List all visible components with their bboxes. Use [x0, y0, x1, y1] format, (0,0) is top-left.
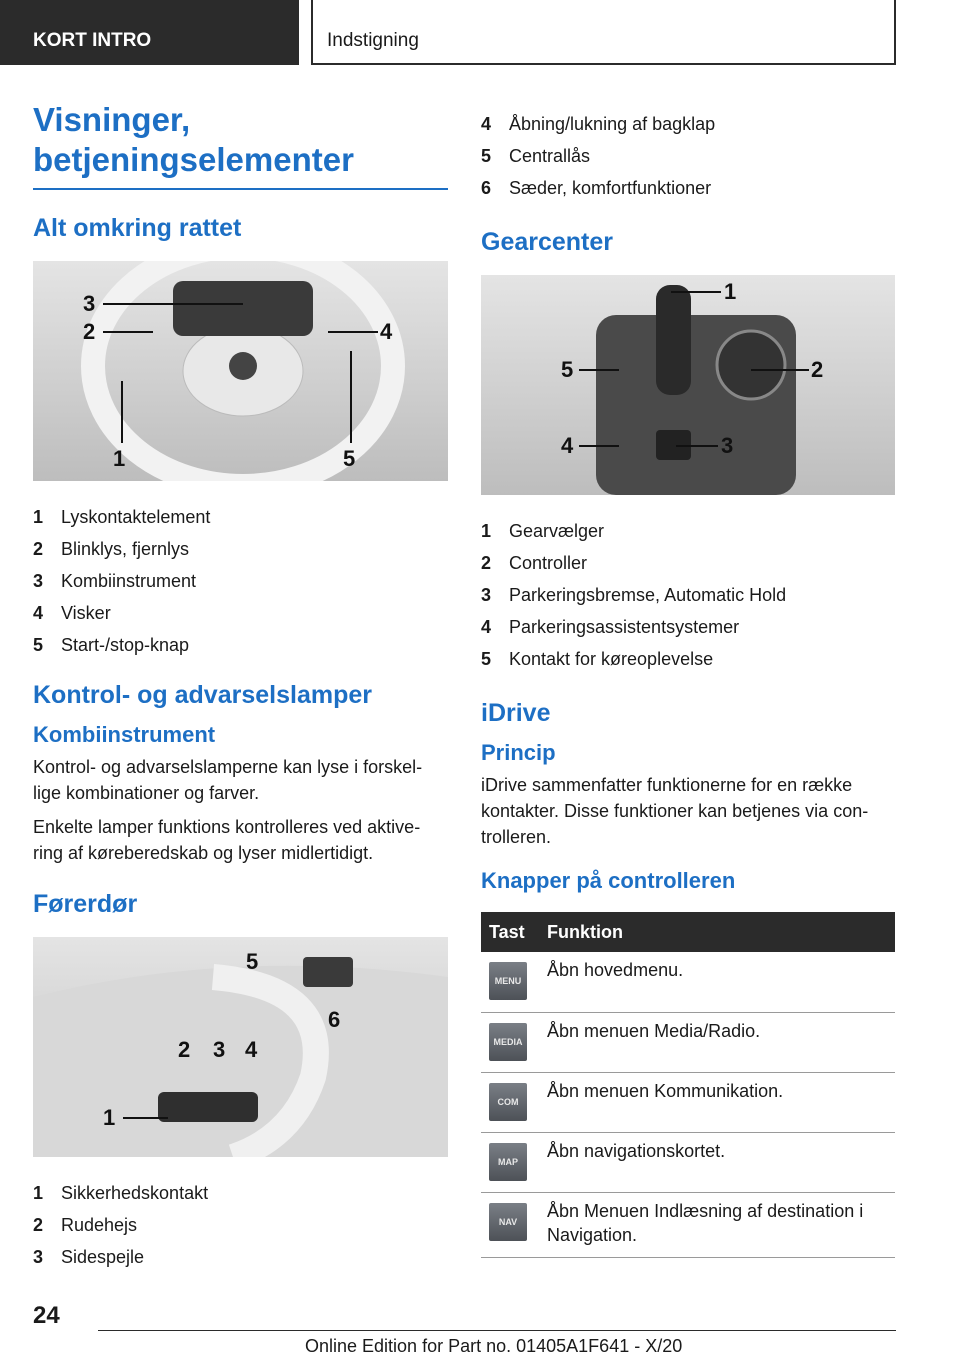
list-item: 2 Rudehejs [33, 1215, 138, 1235]
idrive-subheading: Princip [481, 740, 556, 765]
footer-edition: Online Edition for Part no. 01405A1F641 - X/20 [305, 1336, 683, 1356]
callout-4: 4 [380, 319, 393, 344]
table-row [481, 952, 895, 1012]
callout-5: 5 [246, 949, 259, 974]
table-cell: Åbn Menuen Indlæsning af destination i Navigation. [539, 1192, 895, 1257]
callout-4: 4 [245, 1037, 258, 1062]
callout-1: 1 [724, 279, 737, 304]
list-item: 2 Blinklys, fjernlys [33, 539, 190, 559]
list-item: 4 Parkeringsassistentsystemer [481, 617, 740, 637]
table-cell: Åbn menuen Kommunikation. [539, 1072, 895, 1132]
list-item: 3 Sidespejle [33, 1247, 145, 1267]
door-illustration [33, 937, 448, 1157]
list-item: 1 Lyskontaktelement [33, 507, 211, 527]
gearcenter-illustration [481, 275, 895, 495]
list-item: 2 Controller [481, 553, 588, 573]
callout-2: 2 [811, 357, 824, 382]
callout-3: 3 [721, 433, 734, 458]
idrive-heading: iDrive [481, 699, 551, 727]
door-list [33, 1177, 448, 1273]
steering-heading: Alt omkring rattet [33, 214, 242, 242]
table-row [481, 1012, 895, 1072]
list-item: 4 Åbning/lukning af bagklap [481, 114, 716, 134]
warning-subheading: Kombiinstrument [33, 722, 216, 747]
door-list-continued [481, 108, 895, 204]
table-cell: Åbn menuen Media/Radio. [539, 1012, 895, 1072]
media-key-icon: MEDIA [489, 1023, 527, 1061]
page-number: 24 [33, 1302, 60, 1329]
gear-list [481, 515, 895, 675]
steering-list [33, 501, 448, 661]
door-image [33, 937, 448, 1157]
controller-buttons-heading: Knapper på controlleren [481, 868, 736, 893]
table-cell: Åbn navigationskortet. [539, 1132, 895, 1192]
left-column [33, 100, 448, 1273]
header-chapter: Indstigning [311, 0, 896, 65]
table-cell: Åbn hovedmenu. [539, 952, 895, 1012]
title-rule [33, 188, 448, 190]
idrive-paragraph: iDrive sammenfatter funktionerne for en række kontakter. Disse funktioner kan betjenes via con-trolleren. [481, 775, 869, 847]
callout-3: 3 [83, 291, 96, 316]
list-item: 5 Centrallås [481, 146, 591, 166]
callout-1: 1 [103, 1105, 116, 1130]
header-section: KORT INTRO [0, 0, 299, 65]
table-row [481, 1192, 895, 1257]
callout-4: 4 [561, 433, 574, 458]
callout-2: 2 [178, 1037, 191, 1062]
list-item: 3 Parkeringsbremse, Automatic Hold [481, 585, 787, 605]
list-item: 6 Sæder, komfortfunktioner [481, 178, 712, 198]
list-item: 4 Visker [33, 603, 111, 623]
list-item: 3 Kombiinstrument [33, 571, 197, 591]
callout-5: 5 [561, 357, 574, 382]
warning-heading: Kontrol- og advarselslamper [33, 681, 372, 709]
list-item: 1 Gearvælger [481, 521, 605, 541]
list-item: 1 Sikkerhedskontakt [33, 1183, 209, 1203]
gearcenter-image [481, 275, 895, 495]
door-heading: Førerdør [33, 890, 138, 918]
menu-key-icon: MENU [489, 962, 527, 1000]
table-header-function: Funktion [539, 912, 895, 952]
map-key-icon: MAP [489, 1143, 527, 1181]
warning-paragraph-1: Kontrol- og advarselslamperne kan lyse i forskel-lige kombinationer og farver. [33, 757, 423, 803]
warning-paragraph-2: Enkelte lamper funktions kontrolleres ved aktive-ring af køreberedskab og lyser midlertidigt. [33, 817, 421, 863]
com-key-icon: COM [489, 1083, 527, 1121]
table-header-key: Tast [481, 912, 539, 952]
nav-key-icon: NAV [489, 1203, 527, 1241]
gear-heading: Gearcenter [481, 228, 614, 256]
callout-5: 5 [343, 446, 356, 471]
callout-6: 6 [328, 1007, 341, 1032]
page-title: Visninger, betjeningselementer [33, 101, 354, 178]
steering-wheel-illustration [33, 261, 448, 481]
controller-buttons-table [481, 912, 895, 1258]
right-column [481, 108, 895, 1258]
footer-rule [98, 1330, 896, 1331]
steering-wheel-image [33, 261, 448, 481]
table-row [481, 1132, 895, 1192]
table-row [481, 1072, 895, 1132]
list-item: 5 Kontakt for køreoplevelse [481, 649, 714, 669]
callout-1: 1 [113, 446, 126, 471]
callout-2: 2 [83, 319, 96, 344]
callout-3: 3 [213, 1037, 226, 1062]
list-item: 5 Start-/stop-knap [33, 635, 190, 655]
